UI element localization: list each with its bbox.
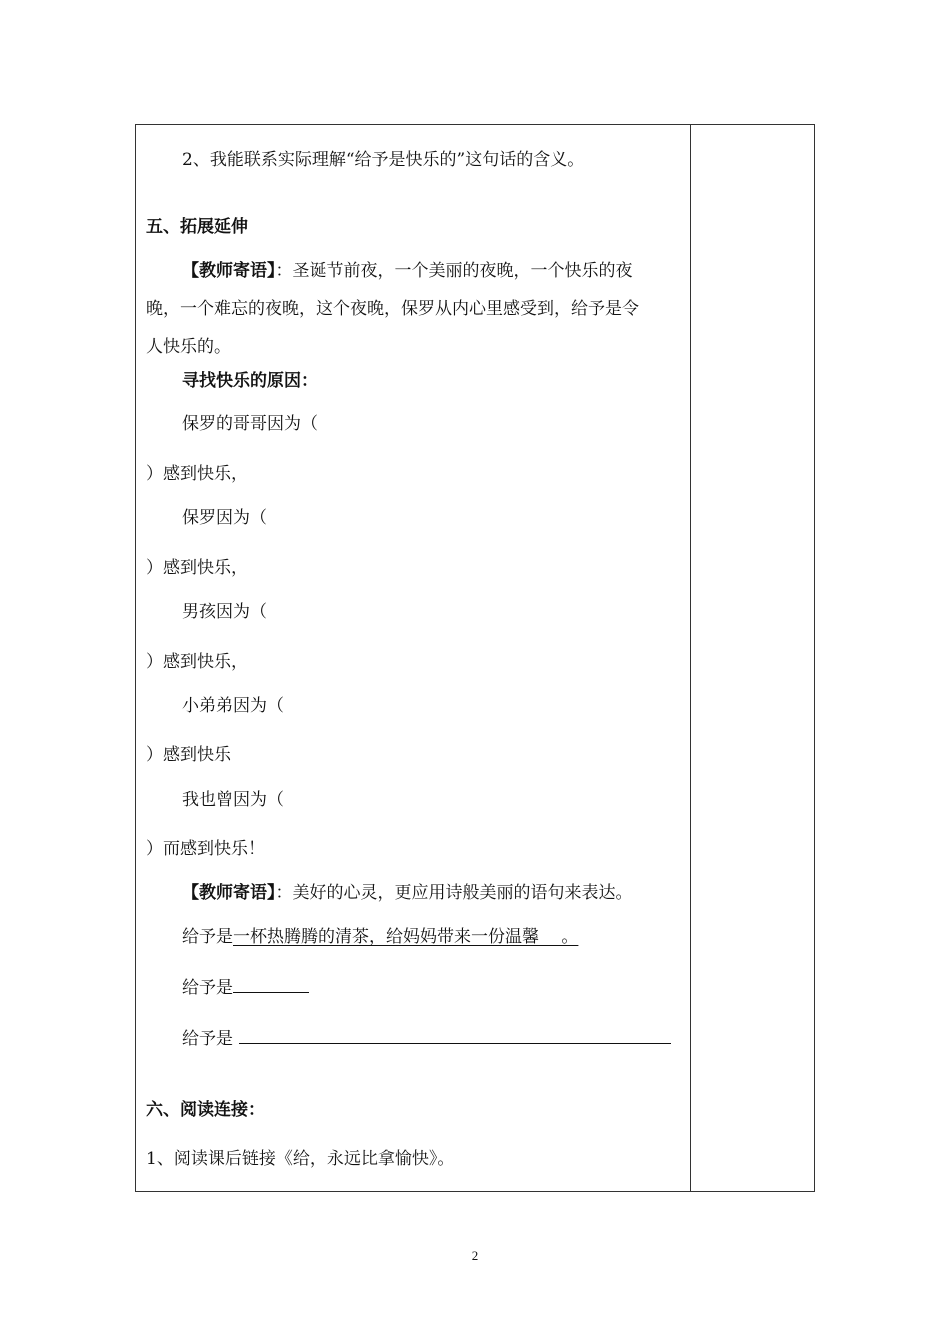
teacher-message-2 (182, 883, 633, 903)
give-prefix: 给予是 (182, 927, 233, 947)
section-6-title: 六、阅读连接： (146, 1100, 265, 1120)
page-number: 2 (471, 1248, 479, 1263)
teacher-tag: 【教师寄语】 (182, 261, 276, 281)
give-example-filled: 一杯热腾腾的清茶，给妈妈带来一份温馨 。 (233, 927, 579, 947)
reason-2-end: ）感到快乐， (146, 558, 248, 578)
teacher-message-1-line-2: 晚，一个难忘的夜晚，这个夜晚，保罗从内心里感受到，给予是令 (146, 299, 639, 319)
reason-5-start: 我也曾因为（ (182, 790, 284, 810)
give-prefix: 给予是 (182, 978, 233, 998)
reason-1-end: ）感到快乐， (146, 464, 248, 484)
column-divider (690, 125, 691, 1191)
teacher-text: ：圣诞节前夜，一个美丽的夜晚，一个快乐的夜 (275, 261, 633, 281)
answer-blank[interactable] (239, 1027, 671, 1044)
teacher-text: ：美好的心灵，更应用诗般美丽的语句来表达。 (275, 883, 633, 903)
give-blank-line-1 (182, 976, 309, 998)
give-example-line (182, 927, 578, 947)
reason-2-start: 保罗因为（ (182, 508, 267, 528)
answer-blank[interactable] (233, 976, 309, 993)
reason-3-end: ）感到快乐， (146, 652, 248, 672)
reading-link-item-1: 1、阅读课后链接《给，永远比拿愉快》。 (146, 1149, 455, 1169)
give-prefix: 给予是 (182, 1029, 233, 1049)
reason-4-start: 小弟弟因为（ (182, 696, 284, 716)
item-2: 2、我能联系实际理解“给予是快乐的”这句话的含义。 (182, 150, 585, 170)
teacher-message-1-line-3: 人快乐的。 (146, 337, 231, 357)
reason-3-start: 男孩因为（ (182, 602, 267, 622)
reason-4-end: ）感到快乐 (146, 745, 231, 765)
reason-1-start: 保罗的哥哥因为（ (182, 414, 318, 434)
lesson-table (135, 124, 815, 1192)
reason-5-end: ）而感到快乐！ (146, 839, 265, 859)
teacher-tag: 【教师寄语】 (182, 883, 276, 903)
find-reason-heading: 寻找快乐的原因： (182, 371, 318, 391)
give-blank-line-2 (182, 1027, 671, 1049)
section-5-title: 五、拓展延伸 (146, 217, 248, 237)
teacher-message-1-line-1 (182, 261, 633, 281)
